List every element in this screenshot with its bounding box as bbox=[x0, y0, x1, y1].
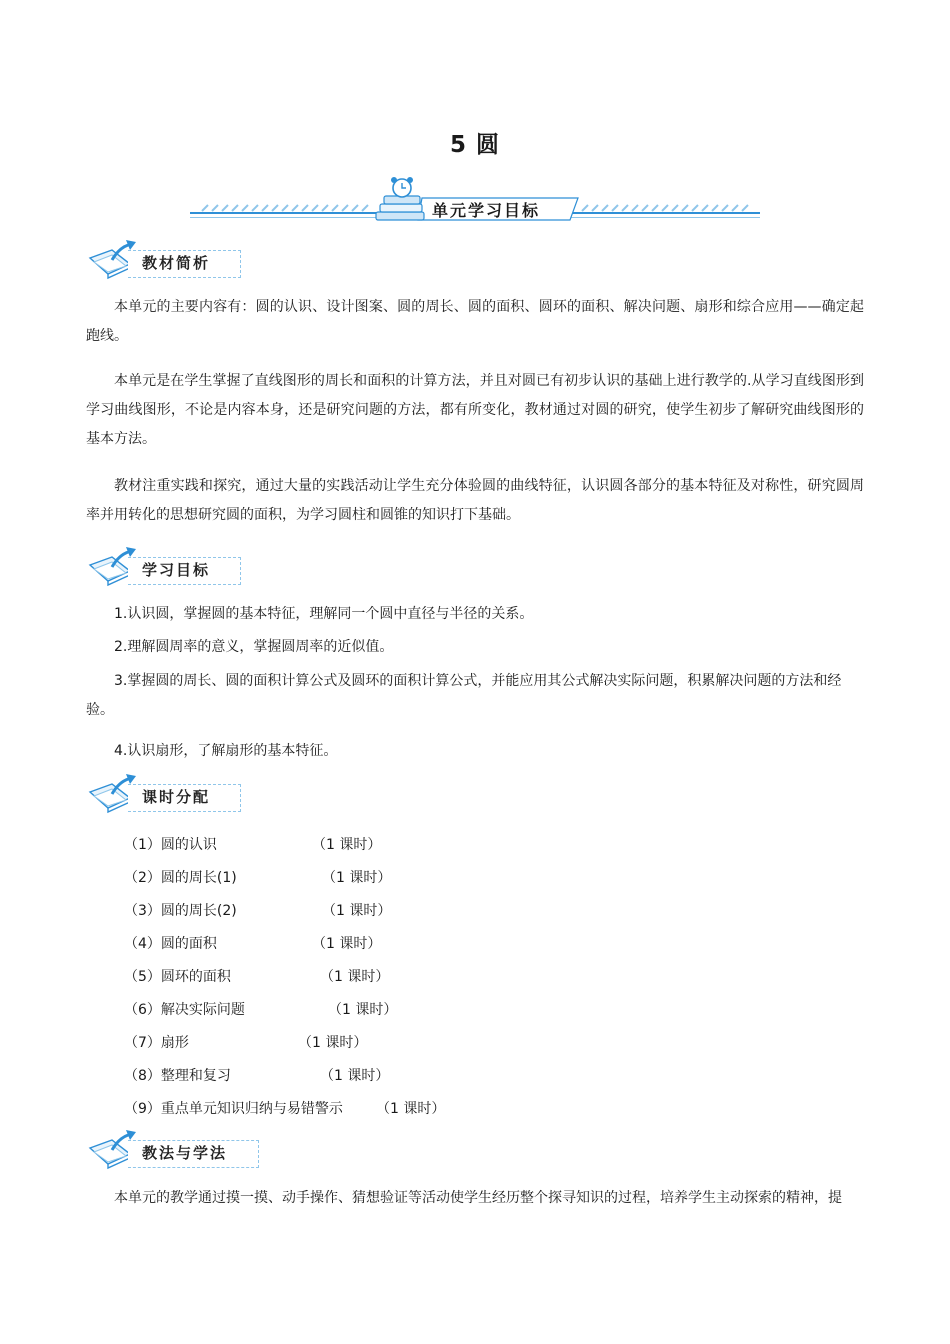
lesson-name: （4）圆的面积 bbox=[124, 936, 217, 952]
section-title: 教法与学法 bbox=[142, 1144, 228, 1162]
lesson-name: （6）解决实际问题 bbox=[124, 1002, 245, 1018]
section-title: 课时分配 bbox=[142, 788, 211, 806]
goal-item: 4.认识扇形，了解扇形的基本特征。 bbox=[114, 743, 338, 759]
goal-item: 3.掌握圆的周长、圆的面积计算公式及圆环的面积计算公式，并能应用其公式解决实际问题，积累解决问题的方法和经验。 bbox=[86, 673, 842, 718]
lesson-duration: （1 课时） bbox=[328, 1002, 398, 1018]
lesson-duration: （1 课时） bbox=[320, 1068, 390, 1084]
paragraph: 教材注重实践和探究，通过大量的实践活动让学生充分体验圆的曲线特征，认识圆各部分的基本特征及对称性，研究圆周率并用转化的思想研究圆的面积，为学习圆柱和圆锥的知识打下基础。 bbox=[86, 478, 864, 523]
lesson-name: （7）扇形 bbox=[124, 1035, 189, 1051]
section-heading-schedule bbox=[86, 772, 246, 816]
lesson-duration: （1 课时） bbox=[322, 903, 392, 919]
section-heading-analysis bbox=[86, 238, 246, 282]
lesson-duration: （1 课时） bbox=[298, 1035, 368, 1051]
lesson-name: （2）圆的周长(1) bbox=[124, 870, 237, 886]
lesson-name: （5）圆环的面积 bbox=[124, 969, 231, 985]
lesson-name: （9）重点单元知识归纳与易错警示 bbox=[124, 1101, 343, 1117]
lesson-duration: （1 课时） bbox=[320, 969, 390, 985]
paragraph: 本单元是在学生掌握了直线图形的周长和面积的计算方法，并且对圆已有初步认识的基础上进行教学的.从学习直线图形到学习曲线图形，不论是内容本身，还是研究问题的方法，都有所变化，教材通过对圆的研究，使学生初步了解研究曲线图形的基本方法。 bbox=[86, 373, 864, 447]
page-title: 5 圆 bbox=[449, 132, 500, 158]
banner-label: 单元学习目标 bbox=[432, 201, 541, 220]
paragraph: 本单元的教学通过摸一摸、动手操作、猜想验证等活动使学生经历整个探寻知识的过程，培养学生主动探索的精神，提 bbox=[114, 1190, 842, 1206]
goal-item: 1.认识圆，掌握圆的基本特征，理解同一个圆中直径与半径的关系。 bbox=[114, 606, 534, 622]
lesson-name: （1）圆的认识 bbox=[124, 837, 217, 853]
lesson-name: （8）整理和复习 bbox=[124, 1068, 231, 1084]
lesson-duration: （1 课时） bbox=[312, 936, 382, 952]
section-heading-methods bbox=[86, 1128, 246, 1172]
paragraph: 本单元的主要内容有：圆的认识、设计图案、圆的周长、圆的面积、圆环的面积、解决问题、扇形和综合应用——确定起跑线。 bbox=[86, 299, 864, 344]
section-heading-goals bbox=[86, 545, 246, 589]
lesson-duration: （1 课时） bbox=[312, 837, 382, 853]
alarm-clock-books-icon bbox=[376, 177, 424, 220]
lesson-duration: （1 课时） bbox=[376, 1101, 446, 1117]
hatch-left bbox=[202, 205, 368, 211]
lesson-duration: （1 课时） bbox=[322, 870, 392, 886]
goal-item: 2.理解圆周率的意义，掌握圆周率的近似值。 bbox=[114, 639, 394, 655]
section-title: 教材简析 bbox=[142, 254, 211, 272]
section-title: 学习目标 bbox=[142, 561, 211, 579]
lesson-name: （3）圆的周长(2) bbox=[124, 903, 237, 919]
hatch-right bbox=[582, 205, 748, 211]
